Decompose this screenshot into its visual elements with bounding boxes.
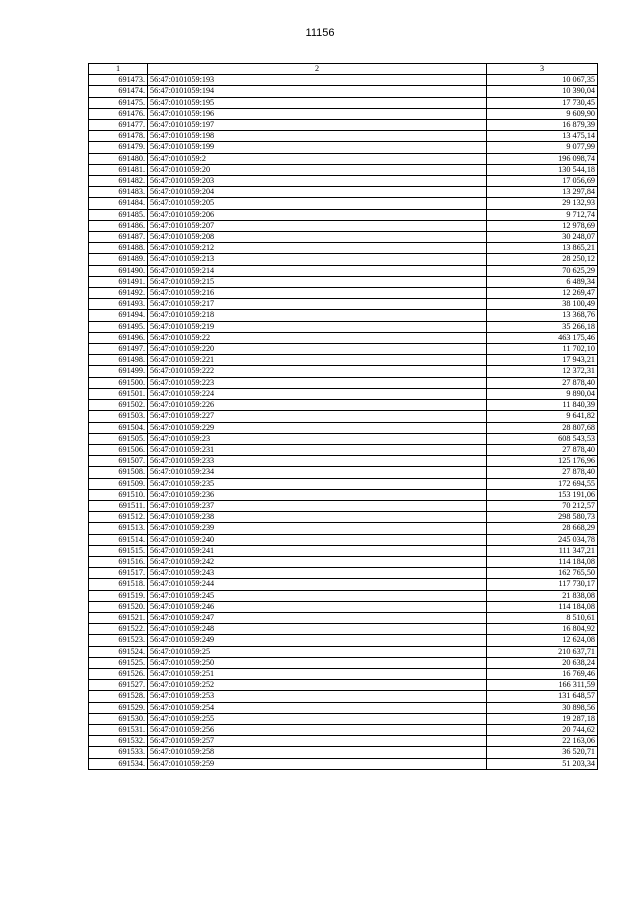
row-number-cell: 691511. — [89, 500, 148, 511]
row-number-cell: 691484. — [89, 198, 148, 209]
cadastral-number-cell: 56:47:0101059:197 — [148, 120, 487, 131]
table-row — [89, 512, 598, 523]
cadastral-number-cell: 56:47:0101059:256 — [148, 724, 487, 735]
table-row — [89, 209, 598, 220]
cadastral-number-cell: 56:47:0101059:227 — [148, 411, 487, 422]
table-row — [89, 478, 598, 489]
table-row — [89, 97, 598, 108]
column-header-2: 2 — [148, 64, 487, 75]
value-cell: 13 368,76 — [487, 310, 598, 321]
cadastral-number-cell: 56:47:0101059:198 — [148, 131, 487, 142]
cadastral-number-cell: 56:47:0101059:199 — [148, 142, 487, 153]
cadastral-number-cell: 56:47:0101059:257 — [148, 736, 487, 747]
value-cell: 17 943,21 — [487, 355, 598, 366]
table-row — [89, 534, 598, 545]
table-row — [89, 702, 598, 713]
value-cell: 117 730,17 — [487, 579, 598, 590]
value-cell: 51 203,34 — [487, 758, 598, 769]
table-row — [89, 545, 598, 556]
row-number-cell: 691531. — [89, 724, 148, 735]
table-row — [89, 724, 598, 735]
table-row — [89, 635, 598, 646]
row-number-cell: 691530. — [89, 713, 148, 724]
row-number-cell: 691474. — [89, 86, 148, 97]
value-cell: 114 184,08 — [487, 556, 598, 567]
table-row — [89, 467, 598, 478]
table-row — [89, 243, 598, 254]
row-number-cell: 691485. — [89, 209, 148, 220]
row-number-cell: 691516. — [89, 556, 148, 567]
table-row — [89, 187, 598, 198]
row-number-cell: 691502. — [89, 400, 148, 411]
cadastral-number-cell: 56:47:0101059:229 — [148, 422, 487, 433]
table-row — [89, 164, 598, 175]
cadastral-number-cell: 56:47:0101059:237 — [148, 500, 487, 511]
table-row — [89, 355, 598, 366]
value-cell: 12 978,69 — [487, 220, 598, 231]
cadastral-number-cell: 56:47:0101059:224 — [148, 388, 487, 399]
value-cell: 210 637,71 — [487, 646, 598, 657]
value-cell: 16 879,39 — [487, 120, 598, 131]
value-cell: 16 769,46 — [487, 668, 598, 679]
value-cell: 11 840,39 — [487, 400, 598, 411]
cadastral-number-cell: 56:47:0101059:258 — [148, 747, 487, 758]
table-row — [89, 601, 598, 612]
cadastral-number-cell: 56:47:0101059:233 — [148, 456, 487, 467]
cadastral-number-cell: 56:47:0101059:252 — [148, 680, 487, 691]
table-row — [89, 500, 598, 511]
cadastral-number-cell: 56:47:0101059:194 — [148, 86, 487, 97]
table-body — [89, 75, 598, 770]
value-cell: 17 056,69 — [487, 176, 598, 187]
table-row — [89, 153, 598, 164]
table-row — [89, 366, 598, 377]
table-row — [89, 332, 598, 343]
row-number-cell: 691496. — [89, 332, 148, 343]
row-number-cell: 691499. — [89, 366, 148, 377]
value-cell: 608 543,53 — [487, 433, 598, 444]
cadastral-number-cell: 56:47:0101059:220 — [148, 344, 487, 355]
table-row — [89, 422, 598, 433]
table-row — [89, 411, 598, 422]
row-number-cell: 691507. — [89, 456, 148, 467]
table-row — [89, 713, 598, 724]
cadastral-number-cell: 56:47:0101059:253 — [148, 691, 487, 702]
row-number-cell: 691489. — [89, 254, 148, 265]
row-number-cell: 691493. — [89, 299, 148, 310]
cadastral-number-cell: 56:47:0101059:255 — [148, 713, 487, 724]
row-number-cell: 691487. — [89, 232, 148, 243]
table-row — [89, 444, 598, 455]
cadastral-number-cell: 56:47:0101059:219 — [148, 321, 487, 332]
cadastral-number-cell: 56:47:0101059:20 — [148, 164, 487, 175]
row-number-cell: 691534. — [89, 758, 148, 769]
row-number-cell: 691523. — [89, 635, 148, 646]
value-cell: 12 372,31 — [487, 366, 598, 377]
value-cell: 196 098,74 — [487, 153, 598, 164]
cadastral-number-cell: 56:47:0101059:231 — [148, 444, 487, 455]
value-cell: 20 744,62 — [487, 724, 598, 735]
row-number-cell: 691486. — [89, 220, 148, 231]
row-number-cell: 691504. — [89, 422, 148, 433]
row-number-cell: 691505. — [89, 433, 148, 444]
cadastral-number-cell: 56:47:0101059:243 — [148, 568, 487, 579]
row-number-cell: 691506. — [89, 444, 148, 455]
table-row — [89, 624, 598, 635]
row-number-cell: 691513. — [89, 523, 148, 534]
value-cell: 9 609,90 — [487, 108, 598, 119]
table-row — [89, 131, 598, 142]
value-cell: 172 694,55 — [487, 478, 598, 489]
row-number-cell: 691491. — [89, 276, 148, 287]
table-row — [89, 254, 598, 265]
cadastral-number-cell: 56:47:0101059:234 — [148, 467, 487, 478]
cadastral-number-cell: 56:47:0101059:205 — [148, 198, 487, 209]
row-number-cell: 691526. — [89, 668, 148, 679]
row-number-cell: 691521. — [89, 612, 148, 623]
value-cell: 21 838,08 — [487, 590, 598, 601]
table-row — [89, 747, 598, 758]
cadastral-number-cell: 56:47:0101059:212 — [148, 243, 487, 254]
value-cell: 29 132,93 — [487, 198, 598, 209]
cadastral-number-cell: 56:47:0101059:245 — [148, 590, 487, 601]
row-number-cell: 691478. — [89, 131, 148, 142]
value-cell: 27 878,40 — [487, 467, 598, 478]
cadastral-number-cell: 56:47:0101059:251 — [148, 668, 487, 679]
value-cell: 9 890,04 — [487, 388, 598, 399]
table-row — [89, 646, 598, 657]
cadastral-number-cell: 56:47:0101059:259 — [148, 758, 487, 769]
value-cell: 12 269,47 — [487, 288, 598, 299]
cadastral-number-cell: 56:47:0101059:214 — [148, 265, 487, 276]
value-cell: 245 034,78 — [487, 534, 598, 545]
value-cell: 36 520,71 — [487, 747, 598, 758]
value-cell: 298 580,73 — [487, 512, 598, 523]
cadastral-number-cell: 56:47:0101059:238 — [148, 512, 487, 523]
table-row — [89, 736, 598, 747]
value-cell: 10 067,35 — [487, 75, 598, 86]
value-cell: 13 475,14 — [487, 131, 598, 142]
cadastral-number-cell: 56:47:0101059:204 — [148, 187, 487, 198]
table-row — [89, 523, 598, 534]
cadastral-number-cell: 56:47:0101059:208 — [148, 232, 487, 243]
cadastral-number-cell: 56:47:0101059:196 — [148, 108, 487, 119]
value-cell: 13 297,84 — [487, 187, 598, 198]
row-number-cell: 691480. — [89, 153, 148, 164]
cadastral-number-cell: 56:47:0101059:250 — [148, 657, 487, 668]
value-cell: 27 878,40 — [487, 377, 598, 388]
table-row — [89, 400, 598, 411]
table-row — [89, 456, 598, 467]
value-cell: 16 804,92 — [487, 624, 598, 635]
row-number-cell: 691518. — [89, 579, 148, 590]
value-cell: 35 266,18 — [487, 321, 598, 332]
row-number-cell: 691501. — [89, 388, 148, 399]
value-cell: 131 648,57 — [487, 691, 598, 702]
table-row — [89, 579, 598, 590]
value-cell: 70 625,29 — [487, 265, 598, 276]
row-number-cell: 691529. — [89, 702, 148, 713]
table-row — [89, 321, 598, 332]
value-cell: 19 287,18 — [487, 713, 598, 724]
table-row — [89, 691, 598, 702]
table-row — [89, 433, 598, 444]
value-cell: 28 250,12 — [487, 254, 598, 265]
row-number-cell: 691479. — [89, 142, 148, 153]
row-number-cell: 691522. — [89, 624, 148, 635]
cadastral-number-cell: 56:47:0101059:218 — [148, 310, 487, 321]
row-number-cell: 691512. — [89, 512, 148, 523]
cadastral-number-cell: 56:47:0101059:207 — [148, 220, 487, 231]
cadastral-number-cell: 56:47:0101059:206 — [148, 209, 487, 220]
table-row — [89, 388, 598, 399]
table-row — [89, 377, 598, 388]
page-number: 11156 — [305, 27, 335, 39]
cadastral-number-cell: 56:47:0101059:242 — [148, 556, 487, 567]
row-number-cell: 691527. — [89, 680, 148, 691]
value-cell: 70 212,57 — [487, 500, 598, 511]
row-number-cell: 691515. — [89, 545, 148, 556]
cadastral-number-cell: 56:47:0101059:226 — [148, 400, 487, 411]
value-cell: 166 311,59 — [487, 680, 598, 691]
row-number-cell: 691494. — [89, 310, 148, 321]
table-row — [89, 657, 598, 668]
value-cell: 8 510,61 — [487, 612, 598, 623]
row-number-cell: 691532. — [89, 736, 148, 747]
value-cell: 11 702,10 — [487, 344, 598, 355]
row-number-cell: 691476. — [89, 108, 148, 119]
value-cell: 114 184,08 — [487, 601, 598, 612]
value-cell: 27 878,40 — [487, 444, 598, 455]
row-number-cell: 691483. — [89, 187, 148, 198]
table-row — [89, 612, 598, 623]
table-row — [89, 680, 598, 691]
cadastral-number-cell: 56:47:0101059:223 — [148, 377, 487, 388]
column-header-1: 1 — [89, 64, 148, 75]
table-row — [89, 344, 598, 355]
row-number-cell: 691524. — [89, 646, 148, 657]
row-number-cell: 691481. — [89, 164, 148, 175]
row-number-cell: 691475. — [89, 97, 148, 108]
table-row — [89, 568, 598, 579]
cadastral-number-cell: 56:47:0101059:2 — [148, 153, 487, 164]
value-cell: 30 248,07 — [487, 232, 598, 243]
table-row — [89, 310, 598, 321]
cadastral-number-cell: 56:47:0101059:244 — [148, 579, 487, 590]
value-cell: 162 765,50 — [487, 568, 598, 579]
cadastral-number-cell: 56:47:0101059:22 — [148, 332, 487, 343]
row-number-cell: 691509. — [89, 478, 148, 489]
row-number-cell: 691520. — [89, 601, 148, 612]
table-row — [89, 176, 598, 187]
row-number-cell: 691528. — [89, 691, 148, 702]
cadastral-number-cell: 56:47:0101059:222 — [148, 366, 487, 377]
table-row — [89, 288, 598, 299]
value-cell: 9 641,82 — [487, 411, 598, 422]
row-number-cell: 691497. — [89, 344, 148, 355]
row-number-cell: 691503. — [89, 411, 148, 422]
cadastral-number-cell: 56:47:0101059:247 — [148, 612, 487, 623]
value-cell: 130 544,18 — [487, 164, 598, 175]
row-number-cell: 691498. — [89, 355, 148, 366]
table-header-row — [89, 64, 598, 75]
table-row — [89, 198, 598, 209]
cadastral-number-cell: 56:47:0101059:236 — [148, 489, 487, 500]
row-number-cell: 691533. — [89, 747, 148, 758]
cadastral-number-cell: 56:47:0101059:23 — [148, 433, 487, 444]
column-header-3: 3 — [487, 64, 598, 75]
value-cell: 22 163,06 — [487, 736, 598, 747]
value-cell: 125 176,96 — [487, 456, 598, 467]
cadastral-number-cell: 56:47:0101059:239 — [148, 523, 487, 534]
cadastral-number-cell: 56:47:0101059:221 — [148, 355, 487, 366]
cadastral-number-cell: 56:47:0101059:25 — [148, 646, 487, 657]
cadastral-number-cell: 56:47:0101059:249 — [148, 635, 487, 646]
table-row — [89, 489, 598, 500]
row-number-cell: 691517. — [89, 568, 148, 579]
cadastral-number-cell: 56:47:0101059:235 — [148, 478, 487, 489]
cadastral-number-cell: 56:47:0101059:246 — [148, 601, 487, 612]
table-row — [89, 265, 598, 276]
row-number-cell: 691519. — [89, 590, 148, 601]
cadastral-number-cell: 56:47:0101059:254 — [148, 702, 487, 713]
row-number-cell: 691495. — [89, 321, 148, 332]
table-row — [89, 220, 598, 231]
value-cell: 10 390,04 — [487, 86, 598, 97]
cadastral-number-cell: 56:47:0101059:240 — [148, 534, 487, 545]
row-number-cell: 691490. — [89, 265, 148, 276]
table-row — [89, 75, 598, 86]
table-row — [89, 556, 598, 567]
cadastral-number-cell: 56:47:0101059:213 — [148, 254, 487, 265]
value-cell: 28 807,68 — [487, 422, 598, 433]
row-number-cell: 691500. — [89, 377, 148, 388]
cadastral-number-cell: 56:47:0101059:216 — [148, 288, 487, 299]
row-number-cell: 691525. — [89, 657, 148, 668]
value-cell: 9 077,99 — [487, 142, 598, 153]
table-row — [89, 232, 598, 243]
value-cell: 38 100,49 — [487, 299, 598, 310]
cadastral-number-cell: 56:47:0101059:248 — [148, 624, 487, 635]
table-row — [89, 299, 598, 310]
row-number-cell: 691510. — [89, 489, 148, 500]
registry-table — [88, 63, 598, 770]
cadastral-number-cell: 56:47:0101059:215 — [148, 276, 487, 287]
table-row — [89, 758, 598, 769]
value-cell: 9 712,74 — [487, 209, 598, 220]
cadastral-number-cell: 56:47:0101059:217 — [148, 299, 487, 310]
value-cell: 17 730,45 — [487, 97, 598, 108]
row-number-cell: 691514. — [89, 534, 148, 545]
row-number-cell: 691492. — [89, 288, 148, 299]
row-number-cell: 691473. — [89, 75, 148, 86]
cadastral-number-cell: 56:47:0101059:203 — [148, 176, 487, 187]
value-cell: 6 489,34 — [487, 276, 598, 287]
row-number-cell: 691508. — [89, 467, 148, 478]
table-row — [89, 668, 598, 679]
value-cell: 30 898,56 — [487, 702, 598, 713]
cadastral-number-cell: 56:47:0101059:241 — [148, 545, 487, 556]
value-cell: 28 668,29 — [487, 523, 598, 534]
row-number-cell: 691482. — [89, 176, 148, 187]
value-cell: 13 865,21 — [487, 243, 598, 254]
table-row — [89, 86, 598, 97]
cadastral-number-cell: 56:47:0101059:195 — [148, 97, 487, 108]
table-row — [89, 108, 598, 119]
value-cell: 111 347,21 — [487, 545, 598, 556]
row-number-cell: 691477. — [89, 120, 148, 131]
value-cell: 20 638,24 — [487, 657, 598, 668]
row-number-cell: 691488. — [89, 243, 148, 254]
table-row — [89, 120, 598, 131]
cadastral-number-cell: 56:47:0101059:193 — [148, 75, 487, 86]
value-cell: 153 191,06 — [487, 489, 598, 500]
value-cell: 463 175,46 — [487, 332, 598, 343]
value-cell: 12 624,08 — [487, 635, 598, 646]
table-row — [89, 142, 598, 153]
table-row — [89, 590, 598, 601]
table-row — [89, 276, 598, 287]
